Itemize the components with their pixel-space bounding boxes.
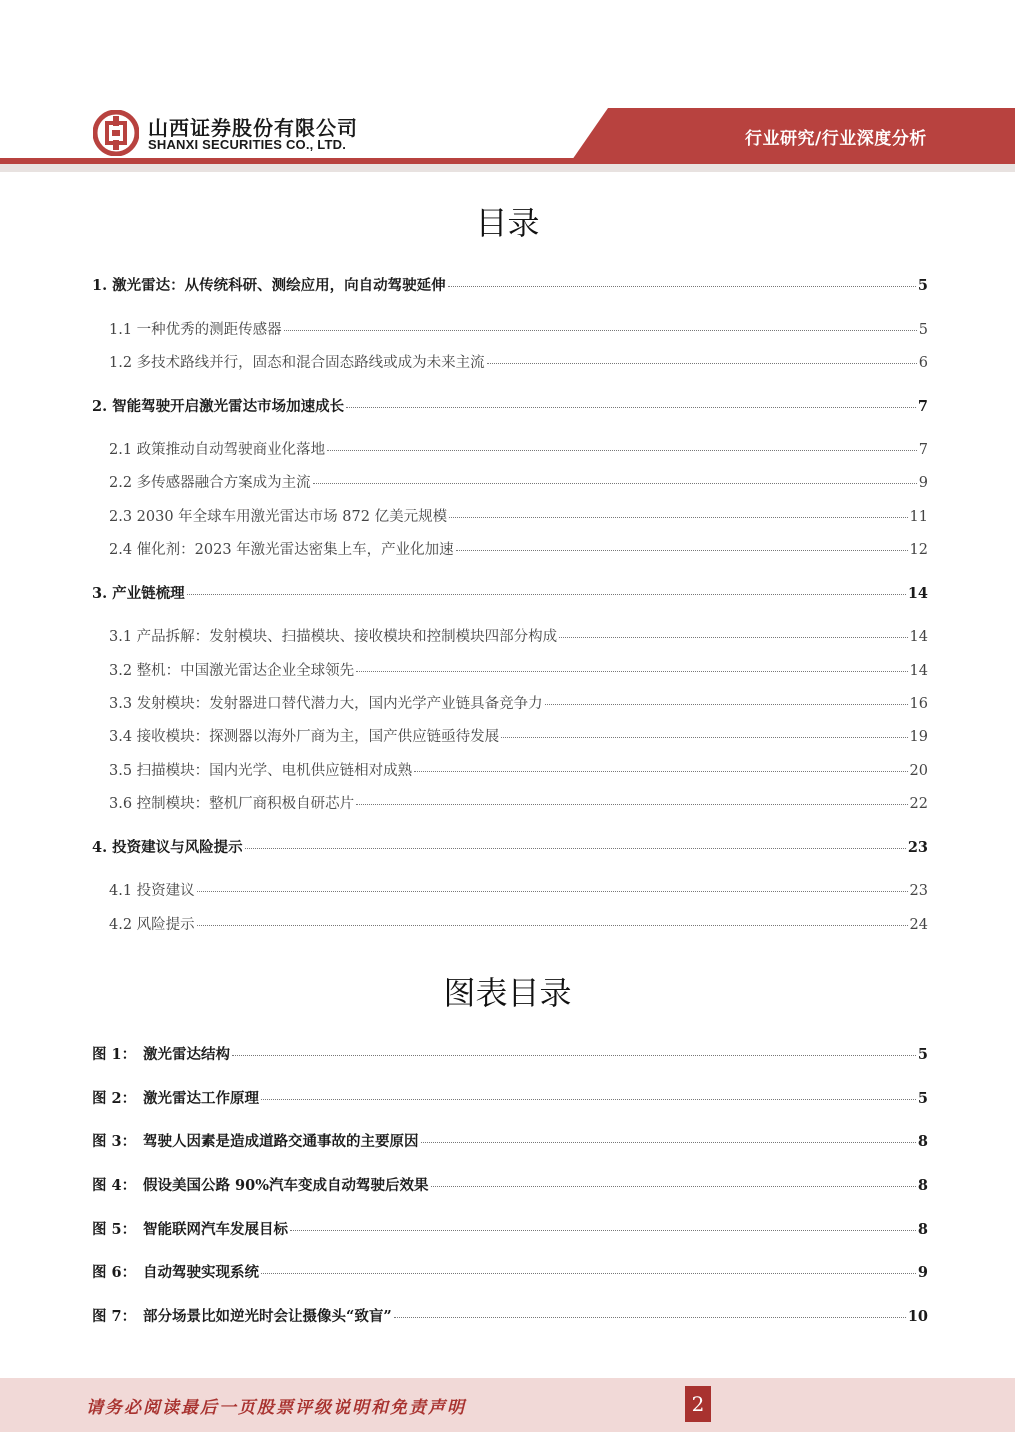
dot-leader	[197, 891, 908, 892]
toc-entry-page: 23	[909, 883, 928, 899]
toc-section-entry[interactable]	[109, 761, 928, 781]
dot-leader	[559, 637, 907, 638]
toc-entry-title: 1.2 多技术路线并行，固态和混合固态路线或成为未来主流	[109, 355, 485, 371]
toc-section-entry[interactable]	[109, 353, 928, 373]
toc-entry-page: 16	[909, 696, 928, 712]
toc-entry-page: 7	[918, 442, 928, 458]
figure-title: 激光雷达结构	[143, 1046, 230, 1063]
toc-entry-page: 14	[909, 663, 928, 679]
dot-leader	[356, 804, 907, 805]
toc-entry-title: 3.1 产品拆解：发射模块、扫描模块、接收模块和控制模块四部分构成	[109, 629, 558, 645]
dot-leader	[261, 1099, 916, 1100]
toc-entry-page: 14	[907, 585, 928, 602]
figure-entry[interactable]	[92, 1132, 928, 1152]
dot-leader	[261, 1273, 916, 1274]
figure-page: 8	[917, 1133, 928, 1150]
toc-section-entry[interactable]	[109, 473, 928, 493]
figure-entry[interactable]	[92, 1220, 928, 1240]
page-header	[0, 0, 1015, 175]
disclaimer-text: 请务必阅读最后一页股票评级说明和免责声明	[86, 1398, 466, 1418]
dot-leader	[245, 848, 906, 849]
dot-leader	[414, 771, 907, 772]
dot-leader	[284, 330, 917, 331]
figure-number: 图 4：	[92, 1177, 137, 1194]
toc-chapter-entry[interactable]	[92, 397, 928, 417]
toc-entry-title: 2.4 催化剂：2023 年激光雷达密集上车，产业化加速	[109, 542, 454, 558]
toc-entry-page: 6	[918, 355, 928, 371]
toc-entry-title: 3.4 接收模块：探测器以海外厂商为主，国产供应链亟待发展	[109, 729, 500, 745]
toc-entry-title: 3.3 发射模块：发射器进口替代潜力大，国内光学产业链具备竞争力	[109, 696, 543, 712]
toc-title: 目录	[475, 204, 540, 242]
company-name-en: SHANXI SECURITIES CO., LTD.	[148, 137, 347, 152]
toc-entry-page: 19	[909, 729, 928, 745]
toc-entry-page: 22	[909, 796, 928, 812]
figure-number: 图 6：	[92, 1264, 137, 1281]
figure-page: 8	[917, 1221, 928, 1238]
dot-leader	[290, 1230, 916, 1231]
toc-entry-title: 4.2 风险提示	[109, 917, 195, 933]
figure-number: 图 1：	[92, 1046, 137, 1063]
dot-leader	[232, 1055, 916, 1056]
toc-section-entry[interactable]	[109, 320, 928, 340]
shanxi-securities-logo-icon	[93, 110, 139, 156]
dot-leader	[431, 1186, 916, 1187]
dot-leader	[487, 363, 917, 364]
toc-chapter-entry[interactable]	[92, 584, 928, 604]
dot-leader	[346, 407, 916, 408]
report-category: 行业研究/行业深度分析	[745, 129, 927, 149]
figure-title: 激光雷达工作原理	[143, 1090, 259, 1107]
toc-section-entry[interactable]	[109, 727, 928, 747]
toc-chapter-entry[interactable]	[92, 276, 928, 296]
toc-chapter-entry[interactable]	[92, 838, 928, 858]
toc-entry-page: 9	[918, 475, 928, 491]
toc-entry-page: 23	[907, 839, 928, 856]
figures-title: 图表目录	[443, 974, 572, 1012]
header-divider-shadow	[0, 164, 1015, 172]
dot-leader	[456, 550, 908, 551]
toc-section-entry[interactable]	[109, 694, 928, 714]
toc-entry-title: 4. 投资建议与风险提示	[92, 839, 243, 856]
figure-entry[interactable]	[92, 1089, 928, 1109]
toc-section-entry[interactable]	[109, 915, 928, 935]
figure-title: 部分场景比如逆光时会让摄像头“致盲”	[143, 1308, 392, 1325]
figure-entry[interactable]	[92, 1263, 928, 1283]
figure-entry[interactable]	[92, 1307, 928, 1327]
toc-entry-title: 3.6 控制模块：整机厂商积极自研芯片	[109, 796, 355, 812]
toc-entry-page: 5	[918, 322, 928, 338]
toc-section-entry[interactable]	[109, 540, 928, 560]
figure-page: 10	[907, 1308, 928, 1325]
figure-title: 驾驶人因素是造成道路交通事故的主要原因	[143, 1133, 419, 1150]
toc-entry-title: 4.1 投资建议	[109, 883, 195, 899]
toc-entry-title: 1.1 一种优秀的测距传感器	[109, 322, 282, 338]
toc-section-entry[interactable]	[109, 507, 928, 527]
dot-leader	[501, 737, 907, 738]
toc-entry-title: 3.5 扫描模块：国内光学、电机供应链相对成熟	[109, 763, 413, 779]
figure-title: 自动驾驶实现系统	[143, 1264, 259, 1281]
figure-number: 图 7：	[92, 1308, 137, 1325]
dot-leader	[356, 671, 907, 672]
figure-title: 假设美国公路 90%汽车变成自动驾驶后效果	[143, 1177, 429, 1194]
toc-entry-page: 24	[909, 917, 928, 933]
toc-entry-page: 14	[909, 629, 928, 645]
figure-page: 5	[917, 1090, 928, 1107]
dot-leader	[313, 483, 917, 484]
toc-section-entry[interactable]	[109, 440, 928, 460]
figure-entry[interactable]	[92, 1176, 928, 1196]
toc-entry-title: 2.3 2030 年全球车用激光雷达市场 872 亿美元规模	[109, 509, 448, 525]
toc-entry-page: 20	[909, 763, 928, 779]
dot-leader	[327, 450, 917, 451]
toc-section-entry[interactable]	[109, 794, 928, 814]
toc-entry-title: 1. 激光雷达：从传统科研、测绘应用，向自动驾驶延伸	[92, 277, 446, 294]
figure-title: 智能联网汽车发展目标	[143, 1221, 288, 1238]
figure-number: 图 2：	[92, 1090, 137, 1107]
toc-entry-page: 12	[909, 542, 928, 558]
toc-section-entry[interactable]	[109, 661, 928, 681]
toc-entry-title: 3.2 整机：中国激光雷达企业全球领先	[109, 663, 355, 679]
dot-leader	[449, 517, 907, 518]
dot-leader	[448, 286, 916, 287]
toc-entry-title: 2.2 多传感器融合方案成为主流	[109, 475, 311, 491]
figure-number: 图 5：	[92, 1221, 137, 1238]
toc-entry-title: 2.1 政策推动自动驾驶商业化落地	[109, 442, 326, 458]
dot-leader	[197, 925, 908, 926]
toc-entry-title: 2. 智能驾驶开启激光雷达市场加速成长	[92, 398, 345, 415]
toc-section-entry[interactable]	[109, 627, 928, 647]
dot-leader	[187, 594, 906, 595]
toc-entry-title: 3. 产业链梳理	[92, 585, 185, 602]
figure-page: 5	[917, 1046, 928, 1063]
dot-leader	[421, 1142, 916, 1143]
company-name-cn: 山西证券股份有限公司	[148, 116, 358, 140]
page-number: 2	[685, 1386, 711, 1422]
toc-entry-page: 11	[909, 509, 928, 525]
figure-entry[interactable]	[92, 1045, 928, 1065]
dot-leader	[394, 1317, 906, 1318]
figure-page: 8	[917, 1177, 928, 1194]
toc-section-entry[interactable]	[109, 881, 928, 901]
toc-entry-page: 7	[917, 398, 928, 415]
dot-leader	[545, 704, 908, 705]
toc-entry-page: 5	[917, 277, 928, 294]
figure-page: 9	[917, 1264, 928, 1281]
figure-number: 图 3：	[92, 1133, 137, 1150]
